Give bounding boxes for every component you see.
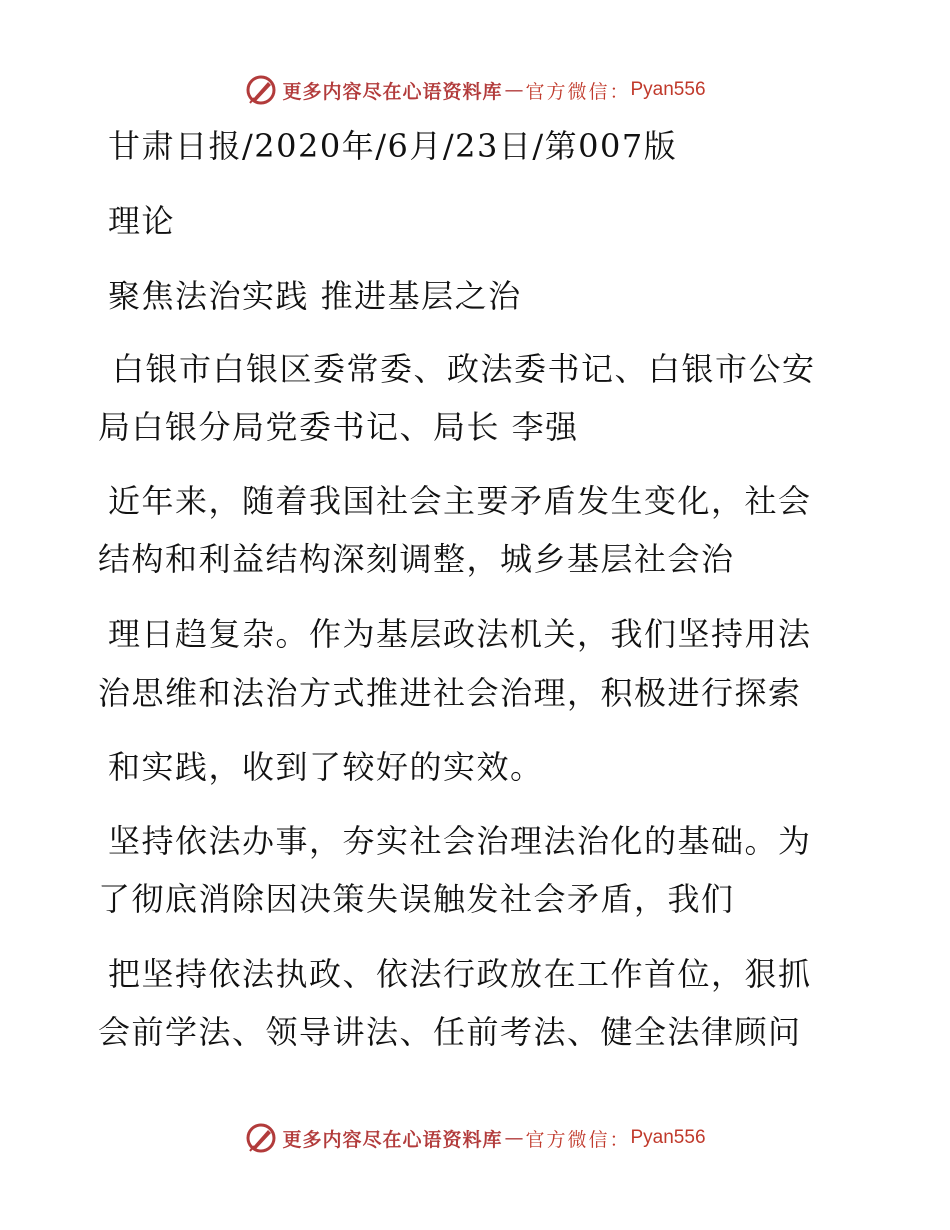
body-line: 坚持依法办事，夯实社会治理法治化的基础。为 [108, 822, 812, 860]
article-title: 聚焦法治实践 推进基层之治 [108, 277, 522, 315]
header-watermark-banner [0, 70, 950, 110]
banner-dash: — [504, 1127, 524, 1149]
section-label: 理论 [108, 202, 176, 240]
banner-dash: — [504, 79, 524, 101]
body-line: 理日趋复杂。作为基层政法机关，我们坚持用法 [108, 615, 812, 653]
footer-watermark-banner [0, 1118, 950, 1158]
banner-wechat-label: 官方微信： [525, 1128, 631, 1151]
banner-wechat-label: 官方微信： [525, 80, 631, 103]
body-line: 会前学法、领导讲法、任前考法、健全法律顾问 [98, 1013, 802, 1051]
author-line-2: 局白银分局党委书记、局长 李强 [98, 408, 579, 446]
banner-wechat-id: Pyan556 [630, 1127, 706, 1148]
pen-logo-icon [244, 1121, 278, 1155]
body-line: 了彻底消除因决策失误触发社会矛盾，我们 [98, 880, 735, 918]
body-line: 近年来，随着我国社会主要矛盾发生变化，社会 [108, 482, 812, 520]
source-line: 甘肃日报/2020年/6月/23日/第007版 [108, 127, 678, 165]
body-line: 把坚持依法执政、依法行政放在工作首位，狠抓 [108, 955, 812, 993]
banner-main-text: 更多内容尽在心语资料库 [282, 1128, 503, 1151]
body-line: 结构和利益结构深刻调整，城乡基层社会治 [98, 540, 735, 578]
banner-wechat-id: Pyan556 [630, 79, 706, 100]
author-line-1: 白银市白银区委常委、政法委书记、白银市公安 [112, 350, 816, 388]
body-line: 和实践，收到了较好的实效。 [108, 748, 544, 786]
banner-main-text: 更多内容尽在心语资料库 [282, 80, 503, 103]
body-line: 治思维和法治方式推进社会治理，积极进行探索 [98, 674, 802, 712]
pen-logo-icon [244, 73, 278, 107]
